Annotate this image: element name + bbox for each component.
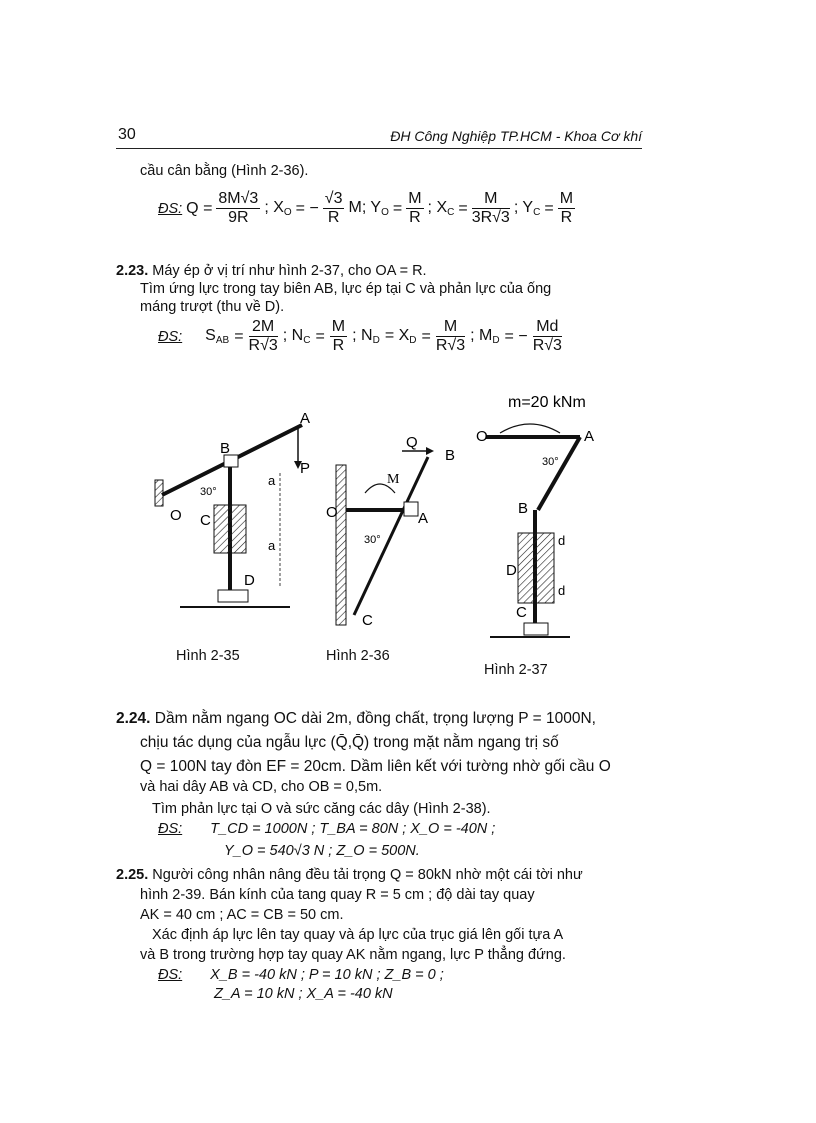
subscript: AB [215,335,230,346]
formula-text: = [458,199,468,217]
problem-2-24-line5: Tìm phản lực tại O và sức căng các dây (Hình 2-38). [152,801,491,817]
formula-text: = − [504,327,528,345]
label-C: C [516,604,527,621]
figures-2-35-to-2-37 [140,385,660,685]
formula-text: = [392,199,403,217]
numerator: M [331,318,346,335]
subscript: C [447,207,455,218]
answer-text: X_B = -40 kN ; P = 10 kN ; Z_B = 0 ; [210,967,444,983]
formula-text: ; Y [513,199,534,216]
formula-text: Q = [186,199,213,217]
label-O: O [326,504,338,521]
page-header [116,126,642,149]
figure-2-37 [476,394,594,637]
subscript: C [303,335,311,346]
caption-fig-2-37: Hình 2-37 [484,662,548,678]
ds-label: ĐS: [158,967,183,983]
formula-text: = [544,199,554,217]
denominator: 9R [228,209,249,226]
problem-text: Dầm nằm ngang OC dài 2m, đồng chất, trọng lượng P = 1000N, [154,710,596,727]
running-title: ĐH Công Nghiệp TP.HCM - Khoa Cơ khí [390,128,642,144]
subscript: D [492,335,500,346]
ds-label: ĐS: [158,200,183,217]
angle-label: 30° [200,486,217,498]
rod-AB [538,437,580,510]
label-D: D [506,562,517,579]
formula-text: S [205,327,216,344]
problem-2-23-line2: Tìm ứng lực trong tay biên AB, lực ép tại C và phản lực của ống [140,281,552,297]
numerator: M [436,318,465,337]
angle-label: 30° [542,456,559,468]
denominator: R [560,209,573,226]
numerator: 2M [249,318,278,337]
dimension-a-upper: a [268,473,276,488]
formula-text: ; N [352,327,373,344]
fraction [436,318,465,355]
label-C: C [362,612,373,629]
formula-text: = [421,327,431,345]
label-M: M [387,472,400,487]
fraction [216,190,260,227]
fraction [558,190,575,227]
subscript: D [409,335,417,346]
problem-2-25-line1 [116,866,583,884]
numerator: √3 [324,190,343,207]
numerator: M [408,190,422,207]
answer-2-22 [158,190,575,227]
problem-number: 2.25. [116,867,149,883]
formula-text: M; Y [348,199,382,216]
problem-2-24-line4: và hai dây AB và CD, cho OB = 0,5m. [140,779,383,795]
denominator: R√3 [248,337,278,354]
problem-2-23-line3: máng trượt (thu về D). [140,299,285,315]
fraction [472,190,510,227]
ds-label: ĐS: [158,328,183,345]
fraction [533,318,562,355]
arrowhead [426,447,434,455]
problem-2-25-line2: hình 2-39. Bán kính của tang quay R = 5 cm ; độ dài tay quay [140,887,535,903]
problem-2-25-line5: và B trong trường hợp tay quay AK nằm ngang, lực P thẳng đứng. [140,947,566,963]
problem-2-23-line1 [116,262,427,280]
numerator: M [472,190,510,209]
numerator: M [559,190,574,207]
fraction [249,318,278,355]
problem-2-22-tail: cầu cân bằng (Hình 2-36). [140,163,309,179]
problem-2-24-line2: chịu tác dụng của ngẫu lực (Q̄,Q̄) trong mặt nằm ngang trị số [140,734,559,751]
problem-2-25-line4: Xác định áp lực lên tay quay và áp lực của trục giá lên gối tựa A [152,927,564,943]
formula-text: = [234,327,244,345]
denominator: R√3 [532,337,562,354]
problem-2-24-line1 [116,710,596,728]
denominator: R√3 [435,337,466,354]
formula-text: ; M [470,327,493,344]
moment-arc [500,424,560,433]
angle-label: 30° [364,534,381,546]
problem-2-24-line3: Q = 100N tay đòn EF = 20cm. Dầm liên kết với tường nhờ gối cầu O [140,758,611,775]
answer-2-24-line1 [158,820,495,838]
answer-2-24-line2: Y_O = 540√3 N ; Z_O = 500N. [224,843,420,859]
figure-2-36 [326,434,455,629]
label-B: B [220,440,231,457]
label-B: B [445,447,456,464]
label-Q: Q [406,434,418,451]
block-D [218,590,248,602]
label-A: A [418,510,429,527]
fraction [323,190,345,227]
dimension-d-lower: d [558,583,566,598]
block-C [524,623,548,635]
fraction [330,318,347,355]
subscript: C [533,207,541,218]
formula-text: ; N [282,327,304,344]
slider-A [404,502,418,516]
formula-text: ; X [264,199,284,216]
ds-label: ĐS: [158,821,183,837]
label-O: O [476,428,488,445]
label-D: D [244,572,255,589]
answer-2-25-line1 [158,966,444,984]
subscript: O [283,207,292,218]
answer-text: T_CD = 1000N ; T_BA = 80N ; X_O = -40N ; [210,821,496,837]
label-O: O [170,507,182,524]
fraction [406,190,423,227]
formula-text: ; X [427,199,448,216]
problem-text: Máy ép ở vị trí như hình 2-37, cho OA = R. [152,263,427,279]
numerator: Md [533,318,562,337]
label-C: C [200,512,211,529]
numerator: 8M√3 [218,190,259,207]
subscript: D [372,335,380,346]
label-A: A [300,410,311,427]
subscript: O [381,207,389,218]
denominator: R [327,209,340,226]
denominator: R [332,337,345,354]
page-number: 30 [118,126,136,143]
caption-fig-2-36: Hình 2-36 [326,648,390,664]
label-B: B [518,500,529,517]
formula-text: = X [384,327,410,344]
problem-number: 2.24. [116,710,151,727]
label-A: A [584,428,595,445]
answer-2-23 [158,318,562,355]
label-P: P [300,460,311,477]
guide-sleeve [518,533,554,603]
moment-label: m=20 kNm [508,394,586,411]
problem-text: Người công nhân nâng đều tải trọng Q = 80kN nhờ một cái tời như [152,867,583,883]
figure-2-35 [155,410,310,607]
problem-number: 2.23. [116,263,149,279]
formula-text: = − [295,199,319,217]
formula-text: = [315,327,325,345]
denominator: R [409,209,421,226]
guide-sleeve [214,505,246,553]
caption-fig-2-35: Hình 2-35 [176,648,240,664]
answer-2-25-line2: Z_A = 10 kN ; X_A = -40 kN [214,986,393,1002]
dimension-d-upper: d [558,533,566,548]
denominator: 3R√3 [471,209,510,226]
wall [336,465,346,625]
dimension-a-lower: a [268,538,276,553]
problem-2-25-line3: AK = 40 cm ; AC = CB = 50 cm. [140,907,344,923]
